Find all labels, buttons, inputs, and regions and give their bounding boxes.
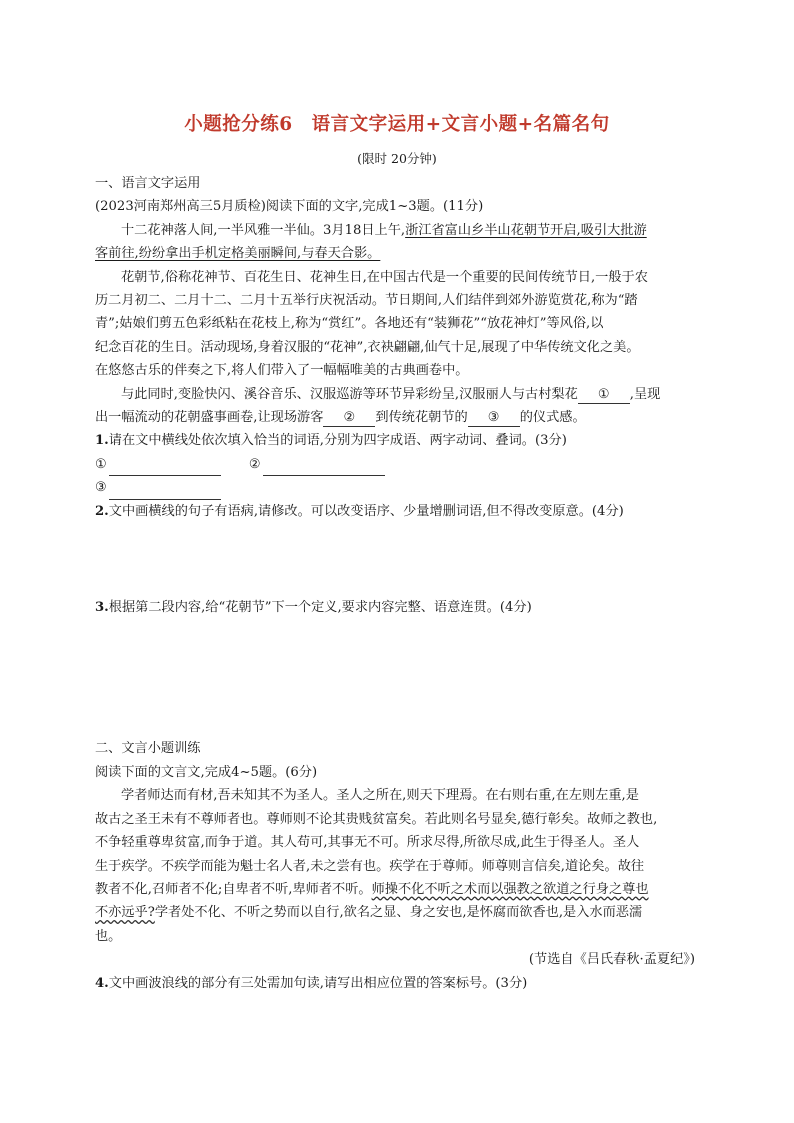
passage-p3-line1 [95, 383, 695, 406]
question-text: 根据第二段内容,给“花朝节”下一个定义,要求内容完整、语意连贯。(4分) [108, 600, 532, 616]
classical-line7: 也。 [95, 928, 122, 944]
blank-1[interactable]: ① [578, 387, 630, 404]
answer-2 [249, 453, 385, 476]
section2-intro: 阅读下面的文言文,完成4~5题。(6分) [95, 764, 318, 780]
classical-text: 学者处不化、不听之势而以自行,欲名之显、身之安也,是怀腐而欲香也,是入水而恶濡 [154, 905, 643, 921]
classical-line2: 故古之圣王未有不尊师者也。尊师则不论其贵贱贫富矣。若此则名号显矣,德行彰矣。故师之教也, [95, 811, 658, 827]
passage-text: 十二花神落人间,一半风雅一半仙。3月18日上午, [121, 222, 406, 238]
passage-p2-line4: 纪念百花的生日。活动现场,身着汉服的“花神”,衣袂翩翩,仙气十足,展现了中华传统文化之美。 [95, 339, 640, 355]
classical-line5 [95, 878, 695, 901]
passage-p2-line1: 花朝节,俗称花神节、百花生日、花神生日,在中国古代是一个重要的民间传统节日,一般于农 [121, 269, 648, 285]
section1-heading: 一、语言文字运用 [95, 176, 201, 191]
blank-2[interactable]: ② [323, 410, 375, 427]
classical-line1: 学者师达而有材,吾未知其不为圣人。圣人之所在,则天下理焉。在右则右重,在左则左重,是 [121, 788, 639, 804]
answer-label: ② [248, 456, 261, 472]
passage-p1-line2 [95, 242, 695, 265]
passage-p2-line5: 在悠悠古乐的伴奏之下,将人们带入了一幅幅唯美的古典画卷中。 [95, 363, 469, 379]
question-2 [95, 500, 695, 523]
passage-text: 的仪式感。 [519, 410, 586, 426]
passage-p1-line1 [95, 219, 695, 242]
question-4 [95, 972, 695, 995]
question-3 [95, 596, 695, 619]
answer-label: ③ [95, 480, 107, 496]
section2-heading: 二、文言小题训练 [95, 741, 201, 757]
question-number: 4. [95, 975, 109, 991]
classical-line4: 生于疾学。不疾学而能为魁士名人者,未之尝有也。疾学在于尊师。师尊则言信矣,道论矣。故往 [95, 858, 645, 874]
question-number: 1. [95, 433, 109, 449]
question-text: 文中画波浪线的部分有三处需加句读,请写出相应位置的答案标号。(3分) [108, 975, 528, 991]
classical-text: 教者不化,召师者不化;自卑者不听,卑师者不听。 [95, 881, 372, 897]
answer-1 [95, 453, 221, 476]
blank-3[interactable]: ③ [468, 410, 520, 427]
underlined-sentence: 浙江省富山乡半山花朝节开启,吸引大批游 [405, 222, 647, 238]
classical-line6 [95, 901, 695, 924]
passage-text: 到传统花朝节的 [375, 410, 468, 426]
question-text: 请在文中横线处依次填入恰当的词语,分别为四字成语、两字动词、叠词。(3分) [108, 433, 567, 449]
answer-row-1 [95, 453, 695, 476]
source-citation: (节选自《吕氏春秋·孟夏纪》) [528, 952, 695, 968]
classical-line3: 不争轻重尊卑贫富,而争于道。其人苟可,其事无不可。所求尽得,所欲尽成,此生于得圣人。圣人 [95, 835, 640, 851]
answer-space-2[interactable] [95, 523, 695, 596]
passage-p2-line2: 历二月初二、二月十二、二月十五举行庆祝活动。节日期间,人们结伴到郊外游览赏花,称为“踏 [95, 293, 638, 309]
passage-text: ,呈现 [629, 386, 661, 402]
question-number: 2. [95, 503, 109, 519]
time-limit: (限时 20分钟) [357, 151, 437, 166]
underlined-sentence: 客前往,纷纷拿出手机定格美丽瞬间,与春天合影。 [95, 246, 381, 262]
passage-p2-line3: 青”;姑娘们剪五色彩纸粘在花枝上,称为“赏红”。各地还有“装狮花”“放花神灯”等风俗,以 [95, 316, 604, 332]
answer-row-2 [95, 476, 695, 499]
answer-2-line[interactable] [263, 460, 385, 476]
question-1 [95, 429, 695, 452]
passage-text: 与此同时,变脸快闪、溪谷音乐、汉服巡游等环节异彩纷呈,汉服丽人与古村梨花 [121, 386, 578, 402]
question-text: 文中画横线的句子有语病,请修改。可以改变语序、少量增删词语,但不得改变原意。(4分) [108, 503, 624, 519]
answer-3-line[interactable] [109, 484, 221, 500]
section1-intro: (2023河南郑州高三5月质检)阅读下面的文字,完成1~3题。(11分) [95, 199, 484, 215]
page-title: 小题抢分练6 语言文字运用+文言小题+名篇名句 [184, 114, 610, 135]
answer-space-3[interactable] [95, 619, 695, 737]
content [95, 172, 695, 995]
passage-text: 出一幅流动的花朝盛事画卷,让现场游客 [95, 410, 324, 426]
question-number: 3. [95, 600, 109, 616]
answer-label: ① [95, 456, 107, 472]
wavy-underlined-text: 不亦远乎? [95, 905, 155, 921]
answer-1-line[interactable] [109, 460, 221, 476]
wavy-underlined-text: 师操不化不听之术而以强教之欲道之行身之尊也 [371, 881, 649, 897]
passage-p3-line2 [95, 406, 695, 429]
answer-3 [95, 476, 221, 499]
